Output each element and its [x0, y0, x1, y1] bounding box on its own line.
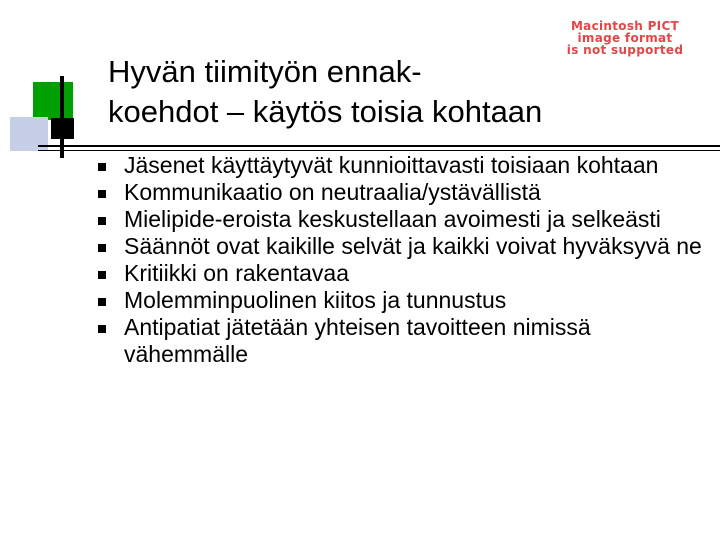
bullet-text: Molemminpuolinen kiitos ja tunnustus — [124, 287, 507, 313]
placeholder-line: is not supported — [566, 43, 684, 57]
title-underline-thin — [38, 150, 720, 151]
bullet-item — [90, 314, 710, 368]
square-bullet-icon — [98, 190, 106, 198]
bullet-text: Kommunikaatio on neutraalia/ystävällistä — [124, 179, 541, 205]
bullet-text: Antipatiat jätetään yhteisen tavoitteen nimissä vähemmälle — [124, 314, 591, 367]
decorative-green-square — [33, 82, 73, 120]
title-underline — [38, 145, 720, 147]
bullet-item — [90, 152, 710, 179]
bullet-text: Säännöt ovat kaikille selvät ja kaikki voivat hyväksyvä ne — [124, 233, 702, 259]
placeholder-line: image format — [577, 31, 673, 45]
bullet-item — [90, 260, 710, 287]
placeholder-line: Macintosh PICT — [570, 19, 680, 33]
bullet-text: Kritiikki on rakentavaa — [124, 260, 349, 286]
bullet-item — [90, 287, 710, 314]
bullet-item — [90, 206, 710, 233]
square-bullet-icon — [98, 325, 106, 333]
bullet-item — [90, 233, 710, 260]
square-bullet-icon — [98, 163, 106, 171]
slide-title-line: Hyvän tiimityön ennak- — [108, 54, 422, 89]
square-bullet-icon — [98, 271, 106, 279]
bullet-item — [90, 179, 710, 206]
bullet-text: Mielipide-eroista keskustellaan avoimesti ja selkeästi — [124, 206, 661, 232]
square-bullet-icon — [98, 244, 106, 252]
slide-title-line: koehdot – käytös toisia kohtaan — [108, 94, 543, 129]
bullet-list — [90, 152, 710, 368]
square-bullet-icon — [98, 217, 106, 225]
slide-title — [108, 52, 698, 132]
bullet-text: Jäsenet käyttäytyvät kunnioittavasti toisiaan kohtaan — [124, 152, 659, 178]
square-bullet-icon — [98, 298, 106, 306]
